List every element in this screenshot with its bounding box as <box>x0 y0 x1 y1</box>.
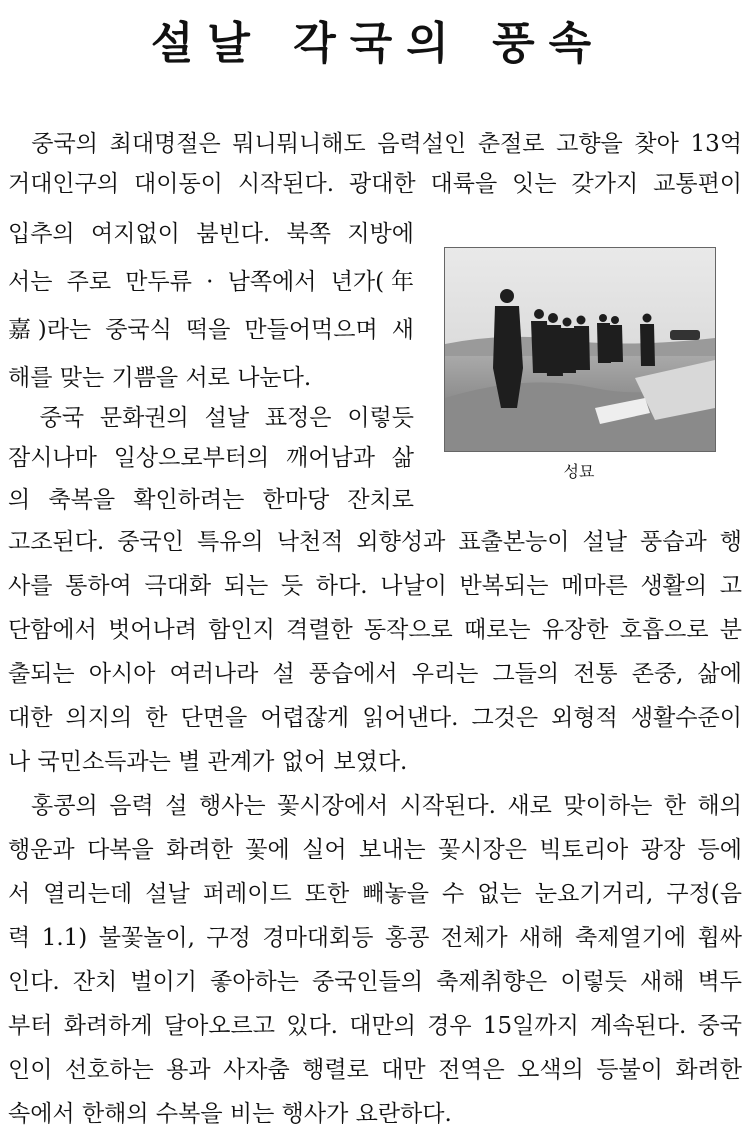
body-line: 행운과 다복을 화려한 꽃에 실어 보내는 꽃시장은 빅토리아 광장 등에 <box>8 837 742 863</box>
body-line: 해를 맞는 기쁨을 서로 나눈다. <box>8 365 312 391</box>
body-line: 중국 문화권의 설날 표정은 이렇듯 <box>8 405 414 431</box>
body-line: 대한 의지의 한 단면을 어렵잖게 읽어낸다. 그것은 외형적 생활수준이 <box>8 705 742 731</box>
body-line: 사를 통하여 극대화 되는 듯 하다. 나날이 반복되는 메마른 생활의 고 <box>8 573 742 599</box>
figure-caption: 성묘 <box>563 462 595 481</box>
body-line: 嘉)라는 중국식 떡을 만들어먹으며 새 <box>8 317 414 343</box>
body-line: 인이 선호하는 용과 사자춤 행렬로 대만 전역은 오색의 등불이 화려한 <box>8 1057 742 1083</box>
body-line: 서 열리는데 설날 퍼레이드 또한 빼놓을 수 없는 눈요기거리, 구정(음 <box>8 881 742 907</box>
body-line: 단함에서 벗어나려 함인지 격렬한 동작으로 때로는 유장한 호흡으로 분 <box>8 617 742 643</box>
body-line: 속에서 한해의 수복을 비는 행사가 요란하다. <box>8 1101 452 1127</box>
body-line: 거대인구의 대이동이 시작된다. 광대한 대륙을 잇는 갖가지 교통편이 <box>8 171 742 197</box>
photo-graveside-visit <box>445 248 715 451</box>
body-line: 의 축복을 확인하려는 한마당 잔치로 <box>8 487 414 513</box>
body-line: 력 1.1) 불꽃놀이, 구정 경마대회등 홍콩 전체가 새해 축제열기에 휩싸 <box>8 925 742 951</box>
page-title: 설날 각국의 풍속 <box>150 18 606 69</box>
body-line: 홍콩의 음력 설 행사는 꽃시장에서 시작된다. 새로 맞이하는 한 해의 <box>8 793 742 819</box>
body-line: 고조된다. 중국인 특유의 낙천적 외향성과 표출본능이 설날 풍습과 행 <box>8 529 742 555</box>
body-line: 부터 화려하게 달아오르고 있다. 대만의 경우 15일까지 계속된다. 중국 <box>8 1013 742 1039</box>
figure-photo <box>444 247 716 452</box>
body-line: 잠시나마 일상으로부터의 깨어남과 삶 <box>8 445 414 471</box>
body-line: 출되는 아시아 여러나라 설 풍습에서 우리는 그들의 전통 존중, 삶에 <box>8 661 742 687</box>
body-line: 나 국민소득과는 별 관계가 없어 보였다. <box>8 749 408 775</box>
body-line: 중국의 최대명절은 뭐니뭐니해도 음력설인 춘절로 고향을 찾아 13억 <box>8 131 742 157</box>
body-line: 입추의 여지없이 붐빈다. 북쪽 지방에 <box>8 221 414 247</box>
body-line: 서는 주로 만두류 · 남쪽에서 년가(年 <box>8 269 414 295</box>
body-line: 인다. 잔치 벌이기 좋아하는 중국인들의 축제취향은 이렇듯 새해 벽두 <box>8 969 742 995</box>
